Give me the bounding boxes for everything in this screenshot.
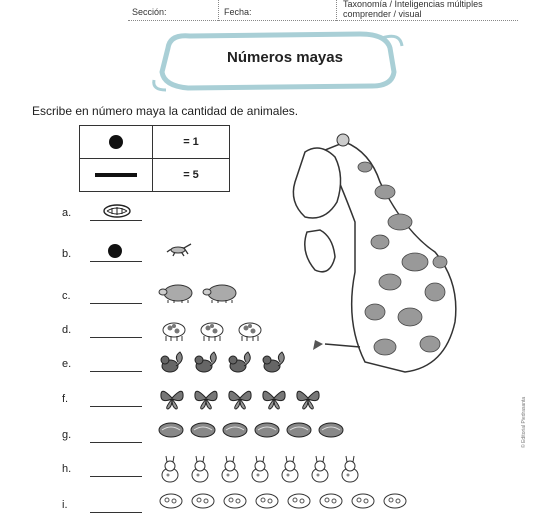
key-value-one: = 1 <box>153 126 230 159</box>
row-letter: h. <box>62 463 72 475</box>
exercise-row <box>62 205 152 225</box>
hedgehog-icon <box>158 491 184 514</box>
rabbit-icon <box>308 455 332 488</box>
maya-dot-symbol <box>108 244 122 258</box>
rabbit-icon <box>158 455 182 488</box>
rabbit-icon <box>278 455 302 488</box>
row-letter: d. <box>62 324 72 336</box>
rabbit-icon <box>248 455 272 488</box>
butterfly-icon <box>294 385 322 416</box>
squirrel-icon <box>260 350 288 379</box>
instruction-text: Escribe en número maya la cantidad de animales. <box>32 104 299 118</box>
exercise-row <box>62 322 152 342</box>
answer-line[interactable] <box>90 371 142 372</box>
exercise-row <box>62 391 152 411</box>
exercise-row <box>62 288 152 308</box>
rabbit-icon <box>218 455 242 488</box>
maya-bar-symbol <box>95 173 137 177</box>
hedgehog-icon <box>190 491 216 514</box>
answer-line[interactable] <box>90 512 142 513</box>
row-letter: i. <box>62 499 68 511</box>
squirrel-icon <box>192 350 220 379</box>
answer-line[interactable] <box>90 406 142 407</box>
worksheet-header <box>0 0 550 24</box>
hedgehog-icon <box>382 491 408 514</box>
butterfly-icon <box>158 385 186 416</box>
animal-group-butterfly <box>158 385 322 416</box>
giraffe-illustration <box>285 122 465 384</box>
rabbit-icon <box>188 455 212 488</box>
answer-line[interactable] <box>90 261 142 262</box>
key-row-dot <box>80 126 230 159</box>
squirrel-icon <box>158 350 186 379</box>
pig-icon <box>158 282 196 309</box>
page-title: Números mayas <box>227 49 343 66</box>
hedgehog-icon <box>318 491 344 514</box>
exercise-row <box>62 356 152 376</box>
row-letter: g. <box>62 429 72 441</box>
shell-icon <box>254 421 280 444</box>
maya-zero-shell-icon <box>102 203 132 224</box>
exercise-row <box>62 461 152 481</box>
seccion-label: Sección: <box>132 7 167 17</box>
hedgehog-icon <box>222 491 248 514</box>
maya-key-table <box>79 125 230 192</box>
exercise-row <box>62 246 152 266</box>
answer-line[interactable] <box>90 303 142 304</box>
pig-icon <box>202 282 240 309</box>
answer-line[interactable] <box>90 476 142 477</box>
answer-symbol <box>108 242 122 260</box>
hedgehog-icon <box>254 491 280 514</box>
rabbit-icon <box>338 455 362 488</box>
row-letter: e. <box>62 358 72 370</box>
grasshopper-icon <box>164 240 194 263</box>
answer-line[interactable] <box>90 442 142 443</box>
giraffe-icon <box>234 316 266 347</box>
butterfly-icon <box>192 385 220 416</box>
butterfly-icon <box>226 385 254 416</box>
animal-group-pig <box>158 282 240 309</box>
animal-group-shell <box>158 421 344 444</box>
shell-icon <box>222 421 248 444</box>
row-letter: c. <box>62 290 71 302</box>
taxonomia-label: Taxonomía / Inteligencias múltiples <box>343 0 483 9</box>
key-value-five: = 5 <box>153 159 230 192</box>
row-letter: b. <box>62 248 72 260</box>
maya-dot-symbol <box>109 135 123 149</box>
exercise-row <box>62 497 152 517</box>
taxonomia-sub-label: comprender / visual <box>343 9 422 19</box>
row-letter: f. <box>62 393 69 405</box>
animal-group-grasshopper <box>164 240 194 263</box>
butterfly-icon <box>260 385 288 416</box>
giraffe-icon <box>196 316 228 347</box>
fecha-label: Fecha: <box>224 7 252 17</box>
hedgehog-icon <box>286 491 312 514</box>
shell-icon <box>190 421 216 444</box>
animal-group-giraffe <box>158 316 266 347</box>
animal-group-squirrel <box>158 350 288 379</box>
giraffe-icon <box>158 316 190 347</box>
hedgehog-icon <box>350 491 376 514</box>
shell-icon <box>158 421 184 444</box>
animal-group-hedgehog <box>158 491 408 514</box>
squirrel-icon <box>226 350 254 379</box>
shell-icon <box>286 421 312 444</box>
publisher-note: © Editorial Piedrasanta <box>521 396 527 448</box>
shell-icon <box>318 421 344 444</box>
answer-line[interactable] <box>90 337 142 338</box>
animal-group-rabbit <box>158 455 362 488</box>
key-row-bar <box>80 159 230 192</box>
exercise-row <box>62 427 152 447</box>
row-letter: a. <box>62 207 72 219</box>
